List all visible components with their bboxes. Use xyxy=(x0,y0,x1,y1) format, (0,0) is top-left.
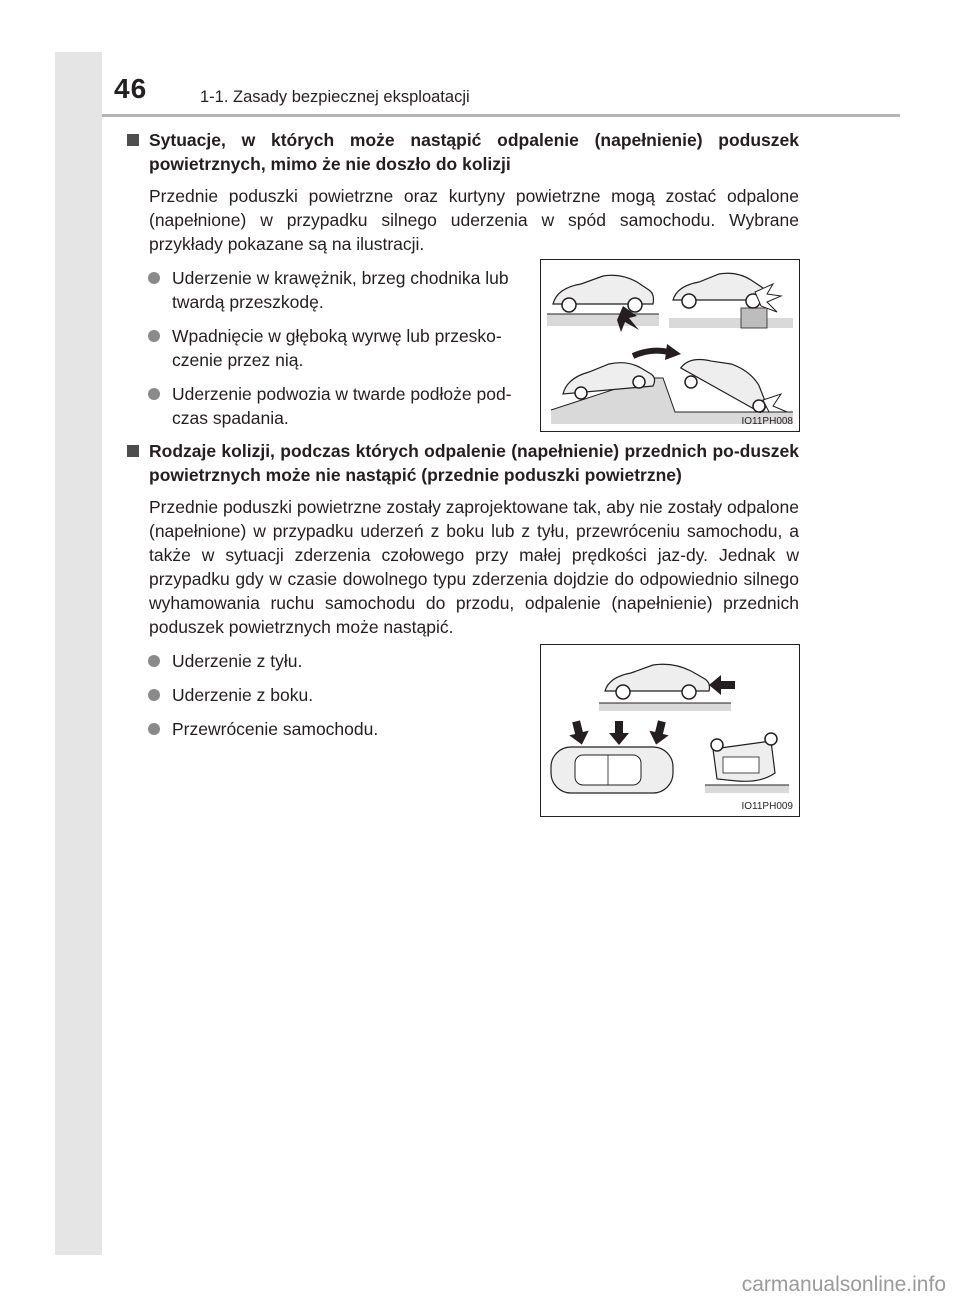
figure-underbody-impacts xyxy=(540,259,800,432)
square-bullet-icon xyxy=(127,445,139,457)
list-item: Przewrócenie samochodu. xyxy=(126,717,526,741)
section-paragraph: Przednie poduszki powietrzne oraz kurtyny powietrzne mogą zostać odpalone (napełnione) w przypadku silnego uderzenia w spód samochodu. Wybrane przykłady pokazane są na ilustracji. xyxy=(149,186,799,254)
bullet-list xyxy=(126,266,526,430)
section-title: 1-1. Zasady bezpiecznej eksploatacji xyxy=(200,88,470,106)
figure-code: IO11PH008 xyxy=(741,416,793,427)
bullet-list xyxy=(126,649,526,741)
section-heading: Sytuacje, w których może nastąpić odpalenie (napełnienie) poduszek powietrznych, mimo że nie doszło do kolizji xyxy=(126,128,799,176)
square-bullet-icon xyxy=(127,134,139,146)
sidebar-strip xyxy=(55,52,102,1255)
list-item: Uderzenie podwozia w twarde podłoże pod-czas spadania. xyxy=(126,382,526,430)
round-bullet-icon xyxy=(148,388,160,400)
round-bullet-icon xyxy=(148,330,160,342)
section-heading: Rodzaje kolizji, podczas których odpalenie (napełnienie) przednich po-duszek powietrznych może nie nastąpić (przednie poduszki powietrzne) xyxy=(126,439,799,487)
list-item: Uderzenie z tyłu. xyxy=(126,649,526,673)
header-divider xyxy=(102,114,900,117)
round-bullet-icon xyxy=(148,723,160,735)
collision-types-illustration xyxy=(541,645,799,816)
car-impact-illustration xyxy=(541,260,799,431)
round-bullet-icon xyxy=(148,655,160,667)
page-number: 46 xyxy=(114,73,148,104)
section-paragraph: Przednie poduszki powietrzne zostały zaprojektowane tak, aby nie zostały odpalone (napełnione) w przypadku uderzeń z boku lub z tyłu, przewróceniu samochodu, a także w sytuacji zderzenia czołowego przy małej prędkości jaz-dy. Jednak w przypadku gdy w czasie dowolnego typu zderzenia dojdzie do odpowiednio silnego wyhamowania ruchu samochodu do przodu, odpalenie (napełnienie) przednich poduszek powietrznych może nastąpić. xyxy=(149,497,799,637)
list-item: Uderzenie z boku. xyxy=(126,683,526,707)
round-bullet-icon xyxy=(148,689,160,701)
watermark: carmanualsonline.info xyxy=(741,1273,946,1296)
list-item: Wpadnięcie w głęboką wyrwę lub przesko-czenie przez nią. xyxy=(126,324,526,372)
figure-code: IO11PH009 xyxy=(741,801,793,812)
list-item: Uderzenie w krawężnik, brzeg chodnika lub twardą przeszkodę. xyxy=(126,266,526,314)
round-bullet-icon xyxy=(148,272,160,284)
figure-collision-types xyxy=(540,644,800,817)
